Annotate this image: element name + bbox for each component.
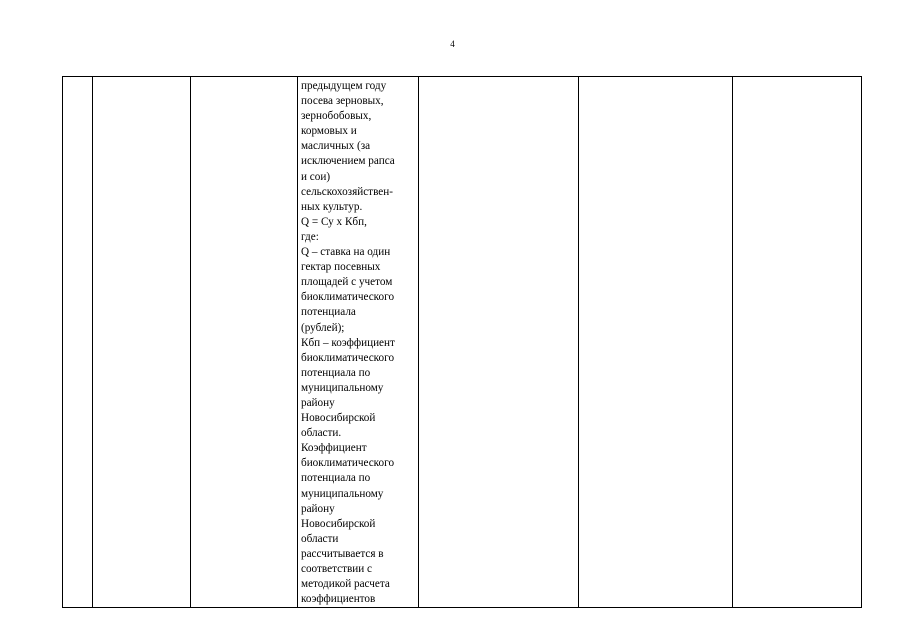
table-cell-col3 <box>191 77 298 608</box>
cell-text-line: зернобобовых, <box>301 110 372 123</box>
table-cell-col6 <box>579 77 733 608</box>
cell-text-block <box>298 77 418 607</box>
cell-text-line: гектар посевных <box>301 261 381 274</box>
cell-text-line: потенциала по <box>301 472 371 485</box>
cell-text-line: кормовых и <box>301 125 357 138</box>
table-row <box>63 77 862 608</box>
cell-text-line: посева зерновых, <box>301 95 384 108</box>
cell-text-line: Q – ставка на один <box>301 246 391 259</box>
cell-text-line: биоклиматического <box>301 457 395 470</box>
cell-text-line: муниципальному <box>301 381 384 394</box>
cell-text-line: Кбп – коэффициент <box>301 336 395 349</box>
cell-text-line: предыдущем году <box>301 80 387 92</box>
document-table <box>62 76 862 608</box>
cell-text-line: сельскохозяйствен- <box>301 185 393 198</box>
cell-text-line: рассчитывается в <box>301 547 384 560</box>
cell-text-line: и сои) <box>301 170 331 183</box>
cell-text-line: площадей с учетом <box>301 276 393 289</box>
cell-text-line: где: <box>301 230 319 243</box>
cell-text-line: биоклиматического <box>301 351 395 364</box>
table-cell-col2 <box>93 77 191 608</box>
cell-text-line: коэффициентов <box>301 593 376 606</box>
cell-text-line: масличных (за <box>301 140 371 153</box>
cell-text-line: Новосибирской <box>301 412 376 425</box>
cell-text-line: району <box>301 502 335 515</box>
cell-text-line: муниципальному <box>301 487 384 500</box>
cell-text-line: исключением рапса <box>301 155 395 168</box>
cell-text-line: Q = Су х Кбп, <box>301 215 367 228</box>
cell-text-line: соответствии с <box>301 563 372 575</box>
table-cell-col1 <box>63 77 93 608</box>
cell-text-line: Новосибирской <box>301 517 376 530</box>
cell-text-line: методикой расчета <box>301 578 390 591</box>
cell-text-line: (рублей); <box>301 321 345 334</box>
table-cell-col7 <box>733 77 862 608</box>
cell-text-line: области. <box>301 427 342 440</box>
cell-text-line: потенциала <box>301 306 356 319</box>
table-cell-col5 <box>419 77 579 608</box>
cell-text-line: потенциала по <box>301 366 371 379</box>
cell-text-line: биоклиматического <box>301 291 395 304</box>
cell-text-line: области <box>301 532 339 545</box>
cell-text-line: району <box>301 396 335 409</box>
cell-text-line: Коэффициент <box>301 442 367 455</box>
cell-text-line: ных культур. <box>301 200 363 213</box>
table-cell-col4 <box>298 77 419 608</box>
page-number: 4 <box>450 39 455 49</box>
